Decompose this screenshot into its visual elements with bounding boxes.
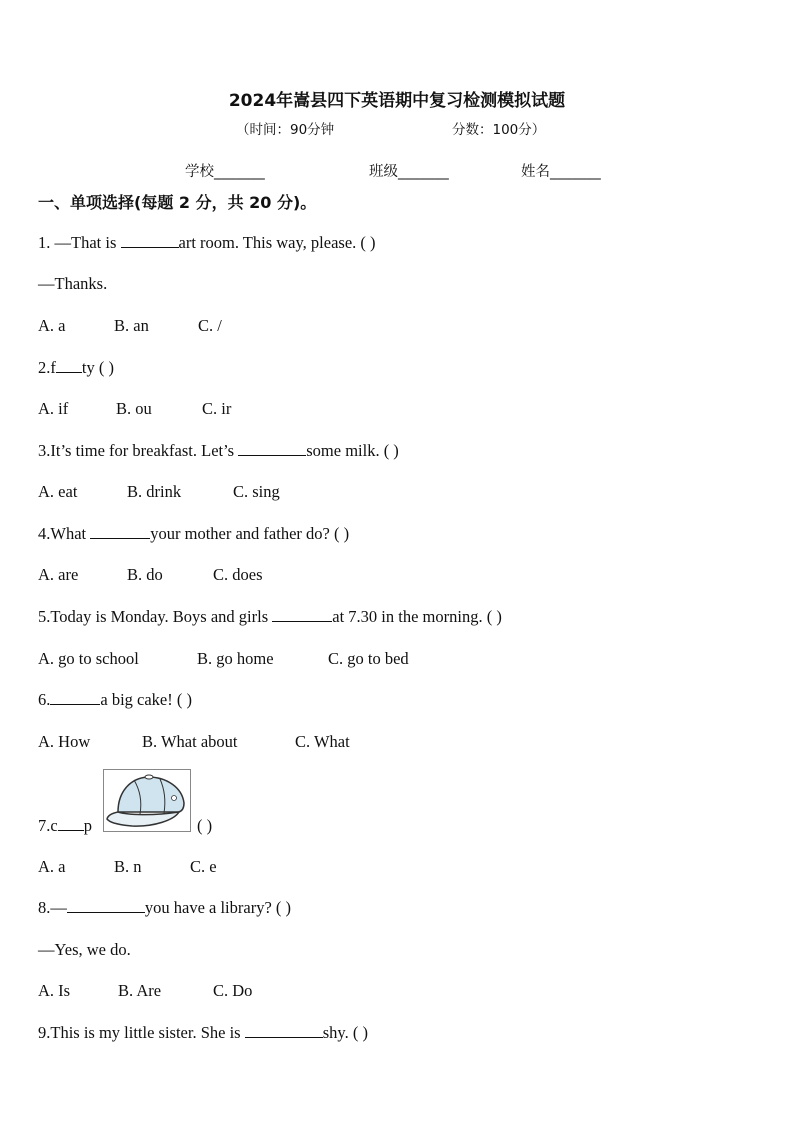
option-c[interactable]: C. e [190, 857, 217, 876]
question-7-options [38, 857, 217, 877]
exam-time: （时间：90分钟 [236, 122, 335, 138]
question-text: your mother and father do? ( ) [150, 524, 350, 543]
section-heading: 一、单项选择(每题 2 分，共 20 分)。 [38, 193, 317, 212]
exam-score: 分数：100分） [452, 122, 546, 138]
option-a[interactable]: A. are [38, 565, 79, 584]
option-a[interactable]: A. a [38, 316, 66, 335]
question-text: ty ( ) [81, 358, 114, 377]
question-text: 2.f [38, 358, 56, 377]
question-text: you have a library? ( ) [144, 898, 292, 917]
question-4 [38, 524, 349, 544]
question-text: art room. This way, please. ( ) [178, 233, 376, 252]
option-c[interactable]: C. ir [202, 399, 232, 418]
name-field: 姓名_______ [521, 164, 601, 180]
answer-blank[interactable] [121, 233, 179, 248]
exam-title: 2024年嵩县四下英语期中复习检测模拟试题 [228, 91, 566, 111]
answer-blank[interactable] [56, 358, 82, 373]
option-c[interactable]: C. Do [213, 981, 253, 1000]
question-5 [38, 607, 502, 627]
question-2-options [38, 399, 231, 419]
question-text: 5.Today is Monday. Boys and girls [38, 607, 273, 626]
option-c[interactable]: C. go to bed [328, 649, 409, 668]
option-b[interactable]: B. do [127, 565, 163, 584]
question-text: 1. —That is [38, 233, 121, 252]
question-text: a big cake! ( ) [100, 690, 192, 709]
option-a[interactable]: A. go to school [38, 649, 139, 668]
question-6-options [38, 732, 350, 752]
answer-blank[interactable] [90, 524, 150, 539]
cap-picture [103, 769, 191, 832]
answer-blank[interactable] [50, 690, 100, 705]
answer-blank[interactable] [238, 441, 306, 456]
question-text: some milk. ( ) [306, 441, 399, 460]
answer-blank[interactable] [67, 898, 145, 913]
question-text: 8.— [38, 898, 67, 917]
question-7 [38, 816, 92, 836]
option-c[interactable]: C. does [213, 565, 263, 584]
question-text: 4.What [38, 524, 91, 543]
question-7-paren: ( ) [197, 816, 213, 835]
question-9 [38, 1023, 368, 1043]
question-4-options [38, 565, 263, 585]
answer-blank[interactable] [58, 816, 84, 831]
option-b[interactable]: B. ou [116, 399, 152, 418]
question-text: 3.It’s time for breakfast. Let’s [38, 441, 239, 460]
question-1-reply: —Thanks. [38, 274, 108, 293]
question-8-options [38, 981, 252, 1001]
question-8-reply: —Yes, we do. [38, 940, 131, 959]
question-text: 9.This is my little sister. She is [38, 1023, 245, 1042]
option-a[interactable]: A. How [38, 732, 91, 751]
option-a[interactable]: A. a [38, 857, 66, 876]
question-5-options [38, 649, 409, 669]
question-2 [38, 358, 114, 378]
question-8 [38, 898, 291, 918]
option-c[interactable]: C. What [295, 732, 350, 751]
question-text: shy. ( ) [322, 1023, 368, 1042]
cap-icon [104, 770, 190, 831]
option-b[interactable]: B. an [114, 316, 149, 335]
answer-blank[interactable] [245, 1023, 323, 1038]
question-text: 7.c [38, 816, 58, 835]
question-3 [38, 441, 399, 461]
option-a[interactable]: A. if [38, 399, 69, 418]
option-a[interactable]: A. eat [38, 482, 78, 501]
option-b[interactable]: B. What about [142, 732, 238, 751]
answer-blank[interactable] [272, 607, 332, 622]
question-6 [38, 690, 192, 710]
question-text: p [83, 816, 92, 835]
option-b[interactable]: B. go home [197, 649, 274, 668]
option-b[interactable]: B. n [114, 857, 142, 876]
option-a[interactable]: A. Is [38, 981, 71, 1000]
question-1 [38, 233, 376, 253]
class-field: 班级_______ [369, 164, 449, 180]
option-b[interactable]: B. drink [127, 482, 182, 501]
question-3-options [38, 482, 280, 502]
option-c[interactable]: C. / [198, 316, 222, 335]
question-text: 6. [38, 690, 51, 709]
option-b[interactable]: B. Are [118, 981, 162, 1000]
option-c[interactable]: C. sing [233, 482, 280, 501]
question-1-options [38, 316, 222, 336]
question-text: at 7.30 in the morning. ( ) [332, 607, 502, 626]
school-field: 学校_______ [185, 164, 265, 180]
